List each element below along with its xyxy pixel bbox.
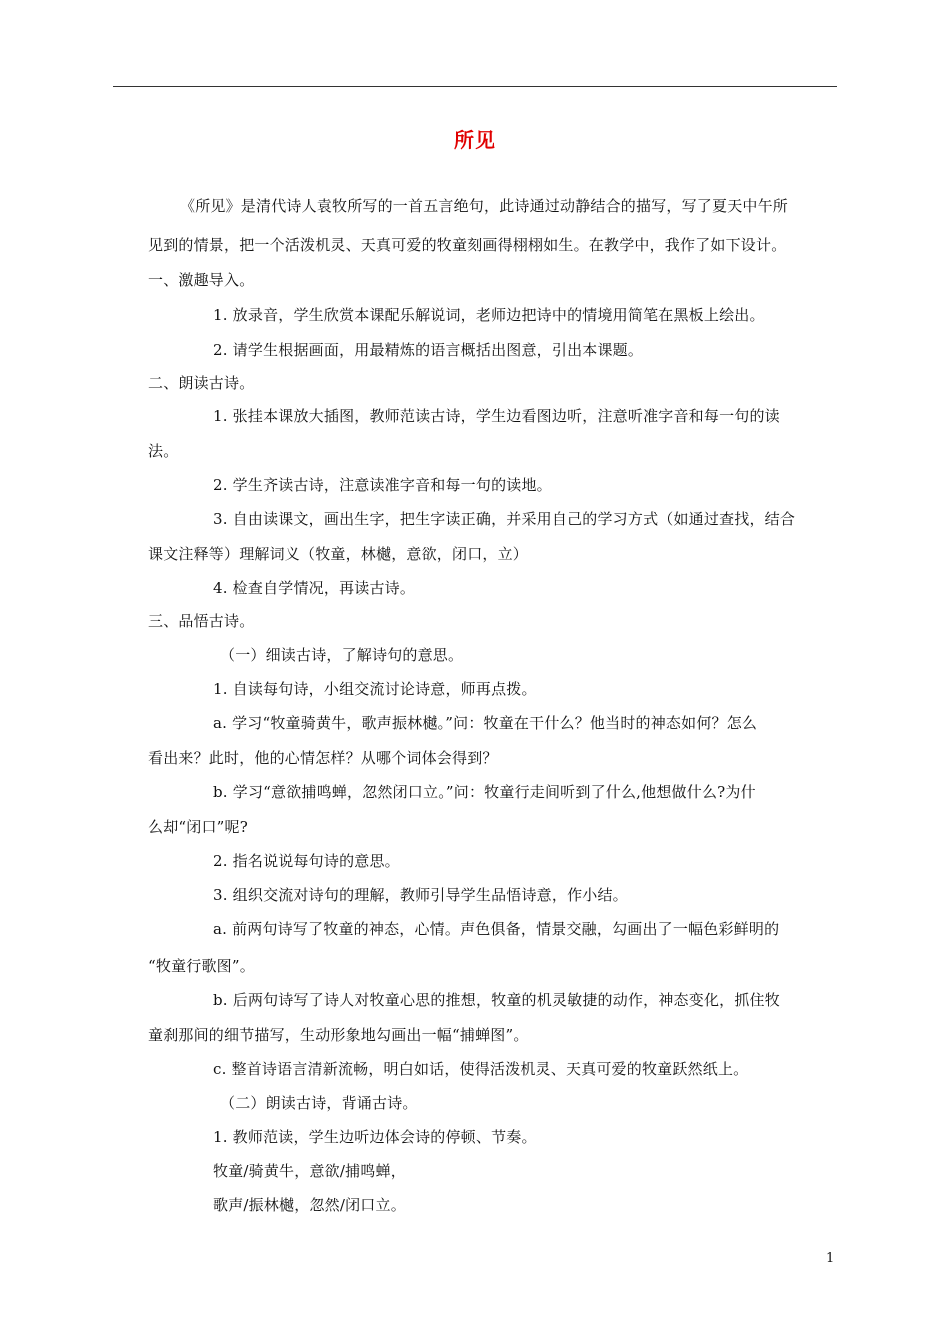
text-line: “牧童行歌图”。 (148, 957, 255, 975)
header-rule (113, 86, 837, 87)
text-line: 1. 教师范读，学生边听边体会诗的停顿、节奏。 (213, 1128, 537, 1146)
text-line: a. 学习“牧童骑黄牛，歌声振林樾。”问：牧童在干什么？他当时的神态如何？怎么 (213, 714, 758, 732)
text-line: 1. 张挂本课放大插图，教师范读古诗，学生边看图边听，注意听准字音和每一句的读 (213, 407, 780, 425)
text-line: 三、品悟古诗。 (148, 612, 255, 630)
text-line: 2. 请学生根据画面，用最精炼的语言概括出图意，引出本课题。 (213, 341, 644, 359)
text-line: 1. 自读每句诗，小组交流讨论诗意，师再点拨。 (213, 680, 537, 698)
text-line: 2. 指名说说每句诗的意思。 (213, 852, 400, 870)
text-line: 法。 (148, 442, 179, 460)
text-line: 看出来？此时，他的心情怎样？从哪个词体会得到？ (148, 749, 498, 767)
text-line: 1. 放录音，学生欣赏本课配乐解说词，老师边把诗中的情境用简笔在黑板上绘出。 (213, 306, 765, 324)
text-line: 一、激趣导入。 (148, 271, 255, 289)
text-line: c. 整首诗语言清新流畅，明白如话，使得活泼机灵、天真可爱的牧童跃然纸上。 (213, 1060, 749, 1078)
text-line: （一）细读古诗，了解诗句的意思。 (220, 646, 464, 664)
text-line: b. 学习“意欲捕鸣蝉，忽然闭口立。”问：牧童行走间听到了什么,他想做什么?为什 (213, 783, 756, 801)
text-line: 牧童/骑黄牛，意欲/捕鸣蝉， (213, 1162, 406, 1180)
page-title: 所见 (454, 128, 496, 152)
text-line: a. 前两句诗写了牧童的神态，心情。声色俱备，情景交融，勾画出了一幅色彩鲜明的 (213, 920, 780, 938)
page-number: 1 (826, 1251, 835, 1266)
text-line: 3. 组织交流对诗句的理解，教师引导学生品悟诗意，作小结。 (213, 886, 628, 904)
text-line: 4. 检查自学情况，再读古诗。 (213, 579, 416, 597)
text-line: 童刹那间的细节描写，生动形象地勾画出一幅“捕蝉图”。 (148, 1026, 529, 1044)
text-line: 3. 自由读课文，画出生字，把生字读正确，并采用自己的学习方式（如通过查找，结合 (213, 510, 796, 528)
text-line: 么却“闭口”呢? (148, 818, 248, 836)
text-line: 歌声/振林樾，忽然/闭口立。 (213, 1196, 406, 1214)
text-line: 《所见》是清代诗人袁牧所写的一首五言绝句，此诗通过动静结合的描写，写了夏天中午所 (180, 197, 789, 215)
text-line: 2. 学生齐读古诗，注意读准字音和每一句的读地。 (213, 476, 552, 494)
text-line: b. 后两句诗写了诗人对牧童心思的推想，牧童的机灵敏捷的动作，神态变化，抓住牧 (213, 991, 780, 1009)
text-line: 课文注释等）理解词义（牧童，林樾，意欲，闭口，立） (148, 545, 529, 563)
text-line: 见到的情景，把一个活泼机灵、天真可爱的牧童刻画得栩栩如生。在教学中，我作了如下设计。 (148, 236, 787, 254)
text-line: （二）朗读古诗，背诵古诗。 (220, 1094, 418, 1112)
text-line: 二、朗读古诗。 (148, 374, 255, 392)
